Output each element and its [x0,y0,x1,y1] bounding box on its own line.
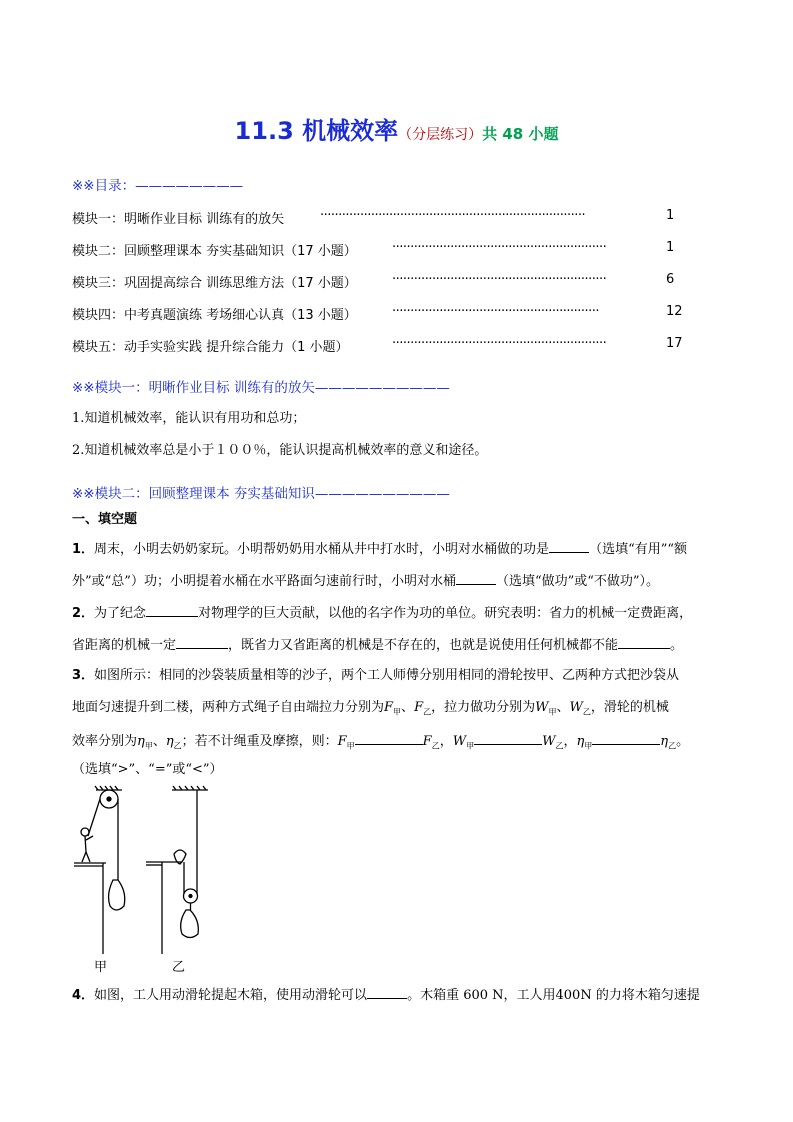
title-count: 共 48 小题 [482,125,559,143]
toc-item[interactable] [72,240,686,259]
answer-blank[interactable] [549,540,589,553]
toc-dots: ··························································· [392,336,607,351]
toc-item-page: 17 [666,336,683,351]
answer-blank[interactable] [176,636,228,649]
pulley-figure [66,784,236,976]
question-3-line-3: 效率分别为$\eta_甲$、$\eta_乙$；若不计绳重及摩擦，则：$F_甲$ $F_乙$，$W_甲$ $W_乙$，$\eta_甲$ $\eta_乙$。 [72,734,690,751]
module2-heading: ※※模块二：回顾整理课本 夯实基础知识—————————— [72,486,450,502]
question-number: 2． [72,606,95,621]
answer-blank[interactable] [367,986,407,999]
toc-dots: ··························································· [392,240,607,255]
toc-item[interactable] [72,336,686,355]
toc-item-label: 模块四：中考真题演练 考场细心认真（13 小题） [72,308,357,323]
section-title: 一、填空题 [72,512,138,527]
pulley-setup-yi [146,786,208,954]
goal-item: 1.知道机械效率，能认识有用功和总功； [72,411,306,426]
answer-blank[interactable] [146,604,198,617]
module1-heading: ※※模块一：明晰作业目标 训练有的放矢—————————— [72,380,450,396]
title-main: 11.3 机械效率 [234,117,399,145]
question-1-line-2: 外”或“总”）功；小明提着水桶在水平路面匀速前行时，小明对水桶 （选填“做功”或“不做功”）。 [72,574,660,589]
answer-blank[interactable] [618,636,670,649]
page-title [0,111,793,146]
answer-blank[interactable] [592,732,660,745]
question-3-line-1: 3．如图所示：相同的沙袋装质量相等的沙子，两个工人师傅分别用相同的滑轮按甲、乙两种方式把沙袋从 [72,668,680,683]
toc-dots: ························································· [392,304,600,319]
answer-blank[interactable] [474,732,542,745]
figure-label-yi: 乙 [172,960,186,975]
toc-item[interactable] [72,304,686,323]
question-2-line-2: 省距离的机械一定 ，既省力又省距离的机械是不存在的，也就是说使用任何机械都不能 。 [72,638,684,653]
question-3-line-4: （选填“>”、“=”或“<”） [72,762,223,777]
answer-blank[interactable] [355,732,423,745]
question-number: 1． [72,542,95,557]
toc-item-page: 1 [666,208,675,223]
toc-dots: ··························································· [392,272,607,287]
toc-item-page: 12 [666,304,683,319]
question-4-line-1: 4．如图，工人用动滑轮提起木箱，使用动滑轮可以 。木箱重 600 N，工人用400N 的力将木箱匀速提 [72,988,700,1003]
toc-dots: ········································································· [320,208,586,223]
title-sub: （分层练习） [398,127,483,143]
toc-heading: ※※目录：———————— [72,178,244,194]
question-number: 3． [72,668,95,683]
toc-item-label: 模块一：明晰作业目标 训练有的放矢 [72,212,285,227]
toc-item-label: 模块二：回顾整理课本 夯实基础知识（17 小题） [72,244,357,259]
question-number: 4． [72,988,95,1003]
question-1-line-1: 1．周末，小明去奶奶家玩。小明帮奶奶用水桶从井中打水时，小明对水桶做的功是 （选填“有用”“额 [72,542,688,557]
toc-item-page: 6 [666,272,675,287]
question-2-line-1: 2．为了纪念 对物理学的巨大贡献，以他的名字作为功的单位。研究表明：省力的机械一定费距离， [72,606,693,621]
answer-blank[interactable] [456,572,496,585]
toc-item-page: 1 [666,240,675,255]
toc-item[interactable] [72,208,686,227]
pulley-setup-jia [74,786,125,954]
question-3-line-2: 地面匀速提升到二楼，两种方式绳子自由端拉力分别为$F_甲$、$F_乙$，拉力做功分别为$W_甲$、$W_乙$，滑轮的机械 [72,700,669,717]
toc-item-label: 模块三：巩固提高综合 训练思维方法（17 小题） [72,276,357,291]
toc-item-label: 模块五：动手实验实践 提升综合能力（1 小题） [72,340,349,355]
goal-item: 2.知道机械效率总是小于１００％，能认识提高机械效率的意义和途径。 [72,443,488,458]
figure-label-jia: 甲 [94,960,108,975]
toc-item[interactable] [72,272,686,291]
